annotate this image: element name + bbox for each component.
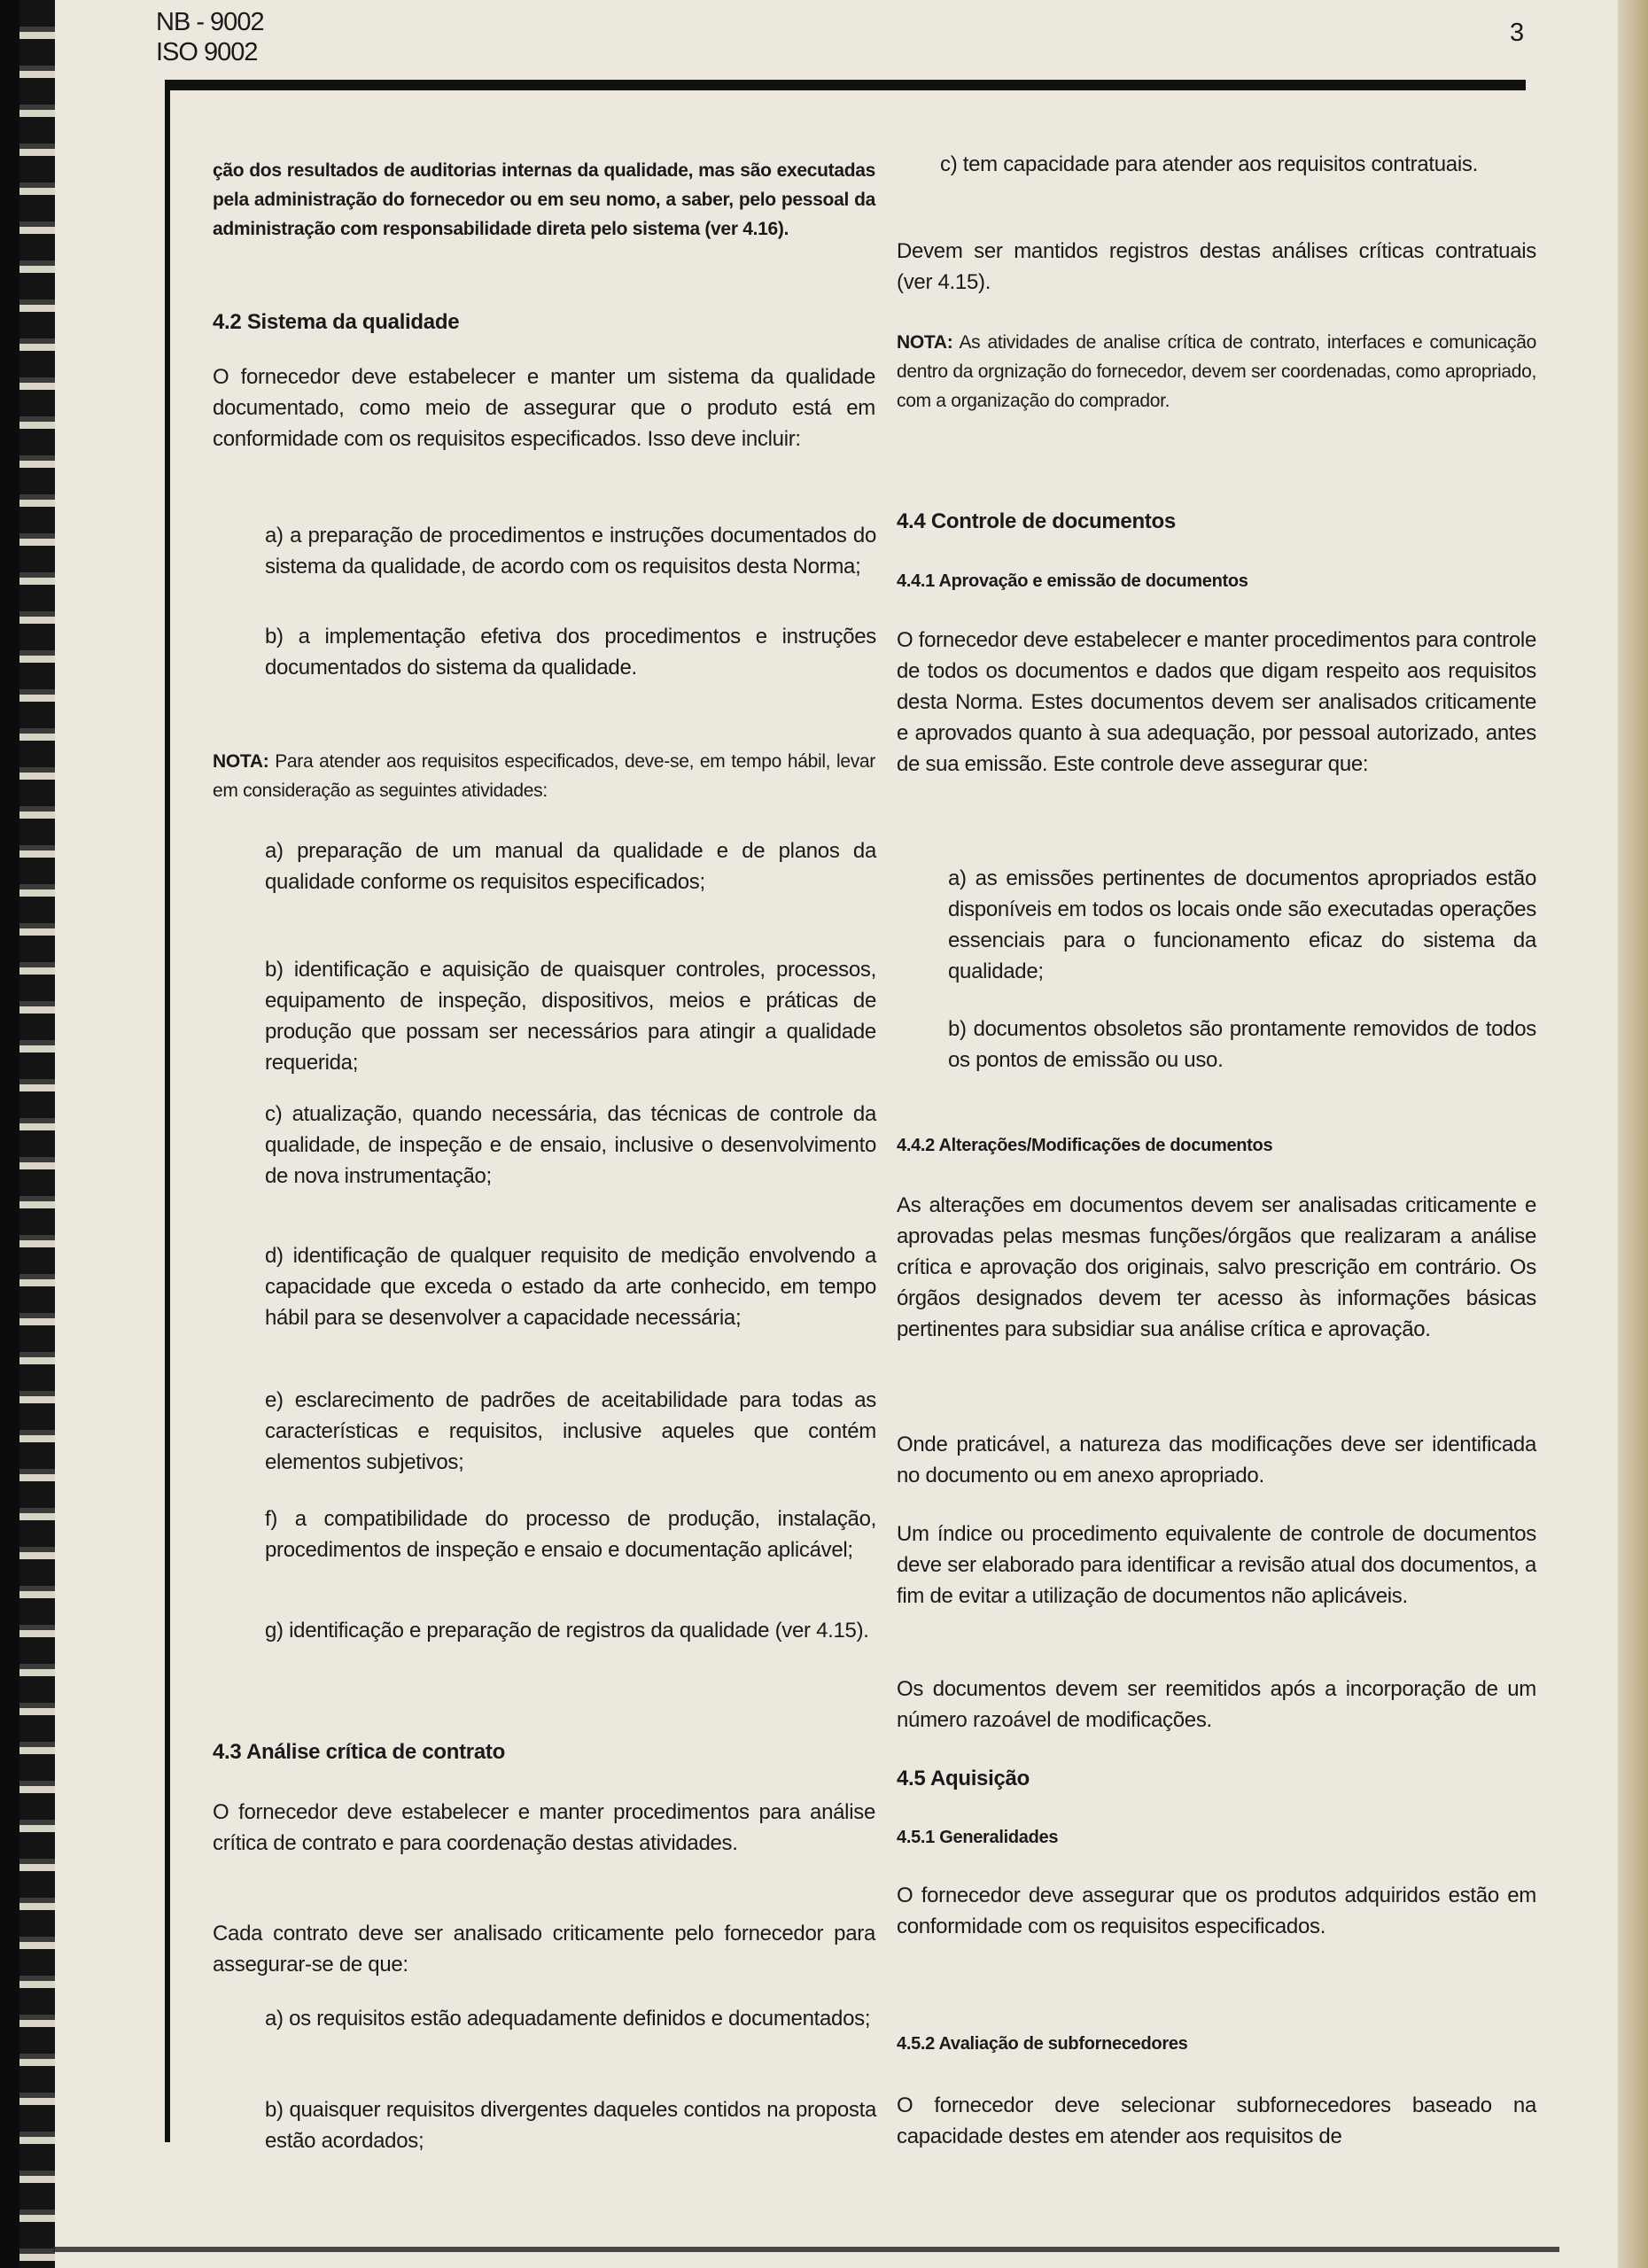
paragraph-4-4-2: As alterações em documentos devem ser analisadas criticamente e aprovadas pelas mesmas funções/órgãos que realizaram a análise crítica e aprovação dos originais, salvo prescrição em contrário. Os órgãos designados devem ter acesso às informações básicas pertinentes para subsidiar sua análise crítica e aprovação. — [897, 1193, 1536, 1341]
list-item-a: a) a preparação de procedimentos e instruções documentados do sistema da qualidade, de acordo com os requisitos desta Norma; — [265, 524, 876, 579]
paragraph-registros: Devem ser mantidos registros destas análises críticas contratuais (ver 4.15). — [897, 239, 1536, 294]
note-item-d: d) identificação de qualquer requisito de medição envolvendo a capacidade que exceda o estado da arte conhecido, em tempo hábil para se desenvolver a capacidade necessária; — [265, 1244, 876, 1330]
note-item-a: a) preparação de um manual da qualidade e de planos da qualidade conforme os requisitos especificados; — [265, 839, 876, 894]
standard-code — [156, 7, 264, 67]
paragraph-4-4-1: O fornecedor deve estabelecer e manter procedimentos para controle de todos os documentos e dados que digam respeito aos requisitos desta Norma. Estes documentos devem ser analisados criticamente e aprovados quanto à sua adequação, por pessoal autorizado, antes de sua emissão. Este controle deve assegurar que: — [897, 628, 1536, 776]
paragraph-4-5-1: O fornecedor deve assegurar que os produtos adquiridos estão em conformidade com os requisitos especificados. — [897, 1884, 1536, 1938]
note-item-g: g) identificação e preparação de registros da qualidade (ver 4.15). — [265, 1619, 869, 1643]
page-number: 3 — [1510, 19, 1524, 47]
paragraph-4-2: O fornecedor deve estabelecer e manter um sistema da qualidade documentado, como meio de assegurar que o produto está em conformidade com os requisitos especificados. Isso deve incluir: — [213, 365, 875, 451]
frame-left-rule — [165, 85, 170, 2142]
heading-4-4: 4.4 Controle de documentos — [897, 509, 1176, 533]
doc-item-b: b) documentos obsoletos são prontamente removidos de todos os pontos de emissão ou uso. — [948, 1017, 1536, 1072]
heading-4-4-1: 4.4.1 Aprovação e emissão de documentos — [897, 571, 1248, 591]
note-text: Para atender aos requisitos especificados, deve-se, em tempo hábil, levar em consideração as seguintes atividades: — [213, 751, 875, 801]
note-4-2 — [213, 747, 875, 805]
note-4-3 — [897, 328, 1536, 416]
note-item-f: f) a compatibilidade do processo de produção, instalação, procedimentos de inspeção e ensaio e documentação aplicável; — [265, 1507, 876, 1562]
paragraph-onde: Onde praticável, a natureza das modificações deve ser identificada no documento ou em anexo apropriado. — [897, 1433, 1536, 1487]
frame-top-rule — [165, 80, 1526, 90]
heading-4-2: 4.2 Sistema da qualidade — [213, 310, 460, 334]
contract-item-b: b) quaisquer requisitos divergentes daqueles contidos na proposta estão acordados; — [265, 2098, 876, 2153]
heading-4-4-2: 4.4.2 Alterações/Modificações de documentos — [897, 1136, 1273, 1155]
binding-shadow — [0, 0, 19, 2268]
heading-4-5-1: 4.5.1 Generalidades — [897, 1828, 1059, 1847]
note-item-b: b) identificação e aquisição de quaisquer controles, processos, equipamento de inspeção, dispositivos, meios e práticas de produção que possam ser necessários para atingir a qualidade requerida; — [265, 958, 876, 1075]
code-nb: NB - 9002 — [156, 8, 264, 36]
list-item-b: b) a implementação efetiva dos procedimentos e instruções documentados do sistema da qualidade. — [265, 625, 876, 680]
paragraph-intro: ção dos resultados de auditorias internas da qualidade, mas são executadas pela administração do fornecedor ou em seu nomo, a saber, pelo pessoal da administração com responsabilidade direta pelo sistema (ver 4.16). — [213, 160, 875, 239]
note-text: As atividades de analise crítica de contrato, interfaces e comunicação dentro da orgnização do fornecedor, devem ser coordenadas, como apropriado, com a organização do comprador. — [897, 332, 1536, 411]
paragraph-indice: Um índice ou procedimento equivalente de controle de documentos deve ser elaborado para identificar a revisão atual dos documentos, a fim de evitar a utilização de documentos não aplicáveis. — [897, 1522, 1536, 1608]
page-edge — [1618, 0, 1648, 2268]
paragraph-reemitidos: Os documentos devem ser reemitidos após a incorporação de um número razoável de modificações. — [897, 1677, 1536, 1732]
heading-4-5-2: 4.5.2 Avaliação de subfornecedores — [897, 2034, 1188, 2054]
heading-4-3: 4.3 Análise crítica de contrato — [213, 1740, 505, 1764]
contract-item-c: c) tem capacidade para atender aos requisitos contratuais. — [940, 152, 1478, 176]
note-label: NOTA: — [213, 751, 269, 772]
paragraph-cada-contrato: Cada contrato deve ser analisado criticamente pelo fornecedor para assegurar-se de que: — [213, 1922, 875, 1977]
note-item-e: e) esclarecimento de padrões de aceitabilidade para todas as características e requisitos, inclusive aqueles que contém elementos subjetivos; — [265, 1388, 876, 1474]
note-item-c: c) atualização, quando necessária, das técnicas de controle da qualidade, de inspeção e de ensaio, inclusive o desenvolvimento de nova instrumentação; — [265, 1102, 876, 1188]
paragraph-4-3: O fornecedor deve estabelecer e manter procedimentos para análise crítica de contrato e para coordenação destas atividades. — [213, 1800, 875, 1855]
heading-4-5: 4.5 Aquisição — [897, 1767, 1030, 1790]
code-iso: ISO 9002 — [156, 38, 258, 66]
note-label: NOTA: — [897, 332, 953, 353]
frame-bottom-rule — [53, 2247, 1559, 2252]
doc-item-a: a) as emissões pertinentes de documentos apropriados estão disponíveis em todos os locais onde são executadas operações essenciais para o funcionamento eficaz do sistema da qualidade; — [948, 866, 1536, 983]
paragraph-4-5-2: O fornecedor deve selecionar subfornecedores baseado na capacidade destes em atender aos requisitos de — [897, 2093, 1536, 2148]
contract-item-a: a) os requisitos estão adequadamente definidos e documentados; — [265, 2007, 871, 2031]
